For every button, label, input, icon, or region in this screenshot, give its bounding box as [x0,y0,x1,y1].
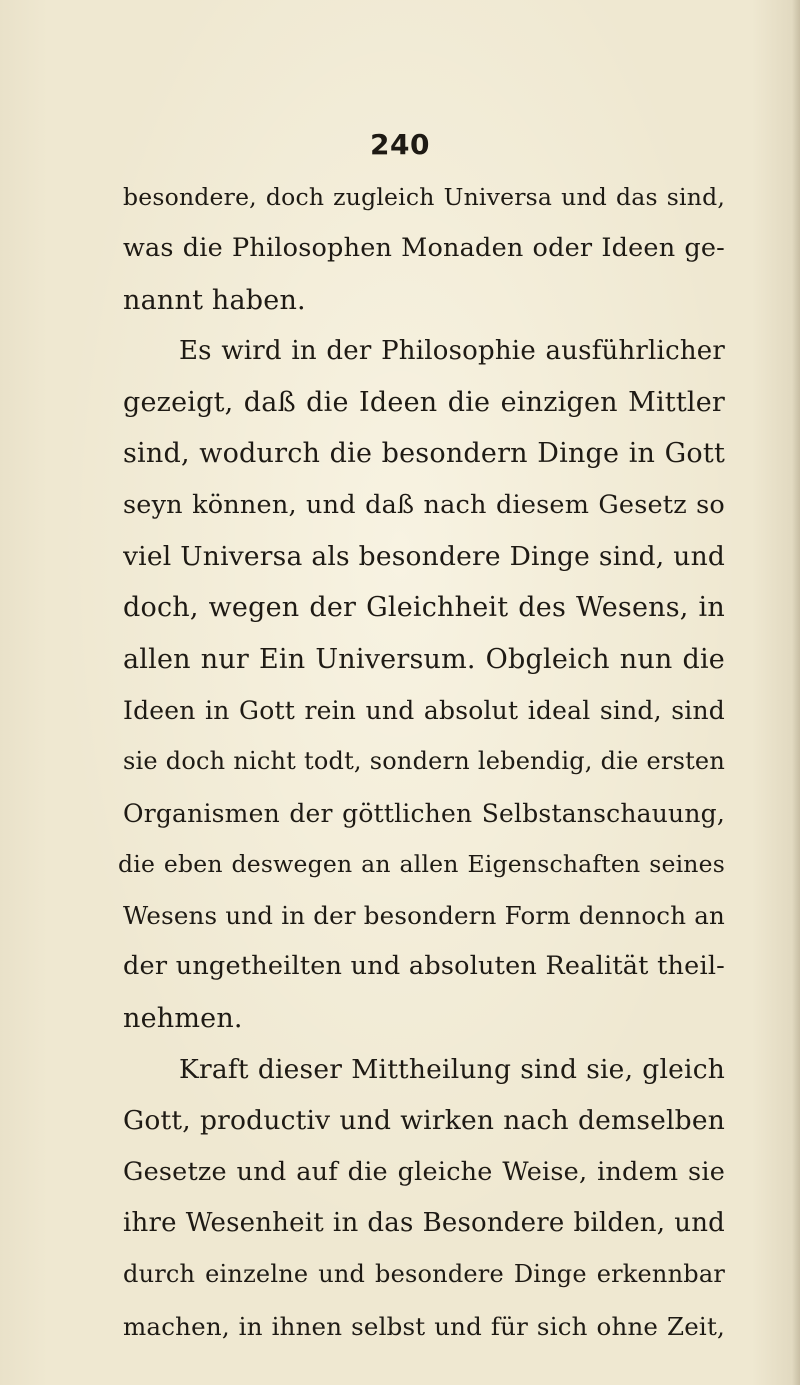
text-line: Kraft dieser Mittheilung sind sie, gleich [179,1054,725,1086]
text-line: gezeigt, daß die Ideen die einzigen Mittler [123,387,725,419]
text-line: Wesens und in der besondern Form dennoch an [123,901,725,931]
text-line: Gesetze und auf die gleiche Weise, indem sie [123,1156,725,1187]
page-edge-shadow [792,0,800,1385]
text-line: der ungetheilten und absoluten Realität theil- [123,951,725,982]
text-line: allen nur Ein Universum. Obgleich nun die [123,643,725,675]
text-line: nehmen. [123,1002,243,1034]
text-line: sind, wodurch die besondern Dinge in Gott [123,438,725,470]
text-line: ihre Wesenheit in das Besondere bilden, und [123,1207,725,1238]
text-line: seyn können, und daß nach diesem Gesetz so [123,489,725,520]
text-line: viel Universa als besondere Dinge sind, und [123,541,725,573]
text-line: nannt haben. [123,284,306,316]
body-text [118,172,725,1352]
text-line: doch, wegen der Gleichheit des Wesens, in [123,592,725,624]
text-line: sie doch nicht todt, sondern lebendig, die ersten [123,747,725,776]
text-line: besondere, doch zugleich Universa und das sind, [123,183,725,211]
text-line: durch einzelne und besondere Dinge erkennbar [123,1260,725,1289]
page-number: 240 [370,128,430,161]
text-line: die eben deswegen an allen Eigenschaften seines [118,849,725,878]
text-line: Ideen in Gott rein und absolut ideal sind, sind [123,695,725,725]
text-line: Organismen der göttlichen Selbstanschauung, [123,798,725,828]
text-line: Gott, productiv und wirken nach demselben [123,1105,725,1137]
text-line: was die Philosophen Monaden oder Ideen ge- [123,233,725,264]
text-line: Es wird in der Philosophie ausführlicher [179,335,725,366]
text-line: machen, in ihnen selbst und für sich ohne Zeit, [123,1311,725,1341]
